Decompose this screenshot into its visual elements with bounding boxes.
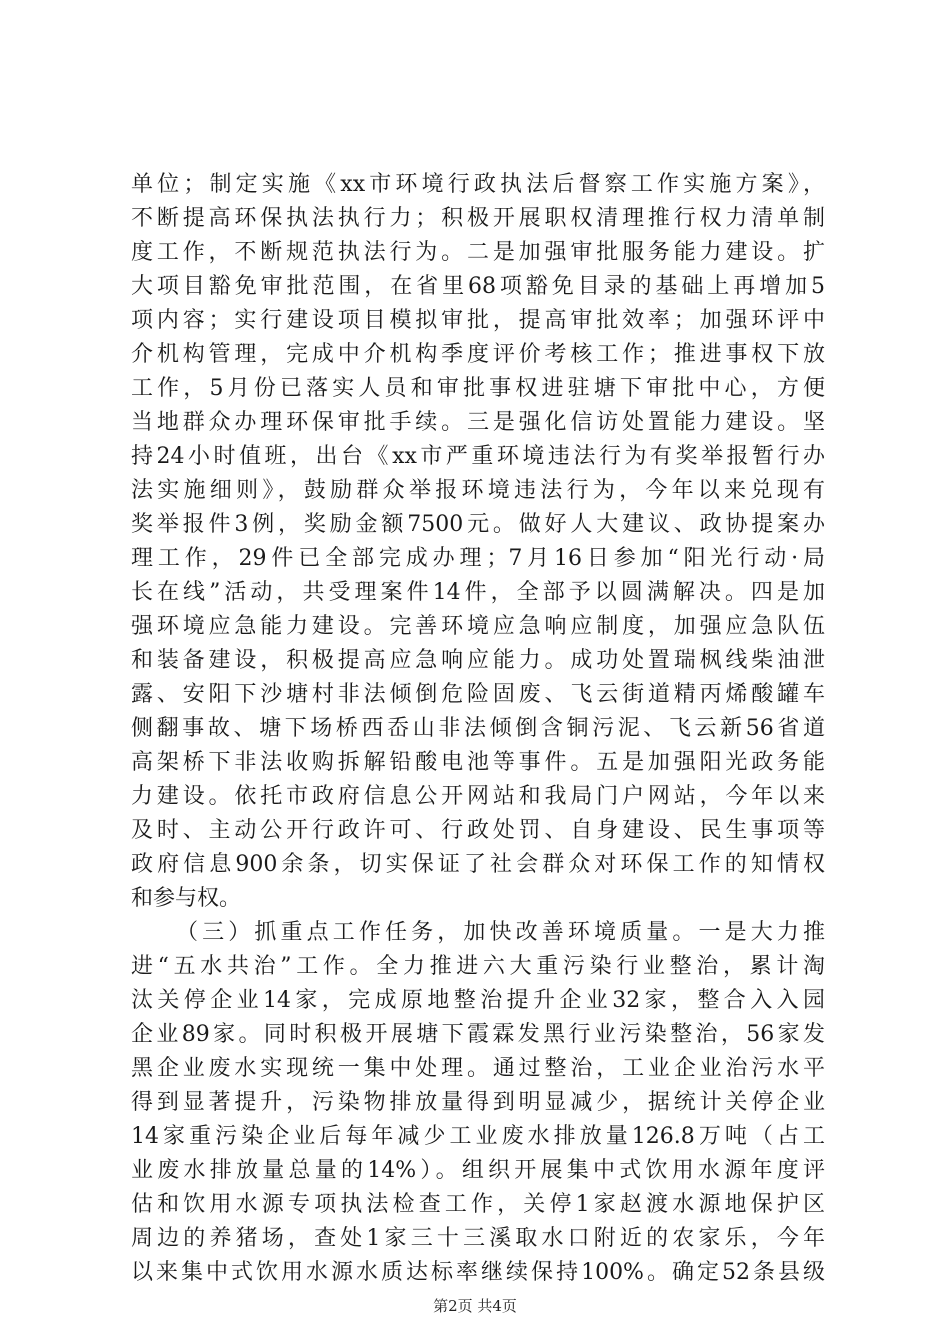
- text-line: 黑企业废水实现统一集中处理。通过整治，工业企业治污水平: [131, 1056, 825, 1081]
- text-line: 进“五水共治”工作。全力推进六大重污染行业整治，累计淘: [131, 954, 825, 979]
- paragraph-start-line: （三）抓重点工作任务，加快改善环境质量。一是大力推: [176, 920, 825, 945]
- text-line: 强环境应急能力建设。完善环境应急响应制度，加强应急队伍: [131, 614, 825, 639]
- text-line: 汰关停企业14家，完成原地整治提升企业32家，整合入入园: [131, 988, 825, 1013]
- text-line: 及时、主动公开行政许可、行政处罚、自身建设、民生事项等: [131, 818, 825, 843]
- text-line: 奖举报件3例，奖励金额7500元。做好人大建议、政协提案办: [131, 512, 825, 537]
- text-line: 估和饮用水源专项执法检查工作，关停1家赵渡水源地保护区: [131, 1192, 825, 1217]
- text-line: 和装备建设，积极提高应急响应能力。成功处置瑞枫线柴油泄: [131, 648, 825, 673]
- text-line: 持24小时值班，出台《xx市严重环境违法行为有奖举报暂行办: [131, 444, 825, 469]
- text-line: 14家重污染企业后每年减少工业废水排放量126.8万吨（占工: [131, 1124, 825, 1149]
- text-line: 得到显著提升，污染物排放量得到明显减少，据统计关停企业: [131, 1090, 825, 1115]
- text-line: 项内容；实行建设项目模拟审批，提高审批效率；加强环评中: [131, 308, 825, 333]
- text-line: 和参与权。: [131, 886, 242, 911]
- text-line: 周边的养猪场，查处1家三十三溪取水口附近的农家乐，今年: [131, 1226, 825, 1251]
- text-line: 以来集中式饮用水源水质达标率继续保持100%。确定52条县级: [131, 1260, 825, 1285]
- text-line: 高架桥下非法收购拆解铅酸电池等事件。五是加强阳光政务能: [131, 750, 825, 775]
- text-line: 法实施细则》，鼓励群众举报环境违法行为，今年以来兑现有: [131, 478, 825, 503]
- text-line: 理工作，29件已全部完成办理；7月16日参加“阳光行动·局: [131, 546, 825, 571]
- text-line: 侧翻事故、塘下场桥西岙山非法倾倒含铜污泥、飞云新56省道: [131, 716, 825, 741]
- text-line: 政府信息900余条，切实保证了社会群众对环保工作的知情权: [131, 852, 825, 877]
- text-line: 不断提高环保执法执行力；积极开展职权清理推行权力清单制: [131, 206, 825, 231]
- text-line: 单位；制定实施《xx市环境行政执法后督察工作实施方案》，: [131, 172, 825, 197]
- text-line: 大项目豁免审批范围，在省里68项豁免目录的基础上再增加5: [131, 274, 825, 299]
- text-line: 露、安阳下沙塘村非法倾倒危险固废、飞云街道精丙烯酸罐车: [131, 682, 825, 707]
- text-line: 介机构管理，完成中介机构季度评价考核工作；推进事权下放: [131, 342, 825, 367]
- text-line: 业废水排放量总量的14%）。组织开展集中式饮用水源年度评: [131, 1158, 825, 1183]
- page-footer: 第2页 共4页: [433, 1297, 517, 1315]
- text-line: 长在线”活动，共受理案件14件，全部予以圆满解决。四是加: [131, 580, 825, 605]
- text-line: 当地群众办理环保审批手续。三是强化信访处置能力建设。坚: [131, 410, 825, 435]
- text-line: 度工作，不断规范执法行为。二是加强审批服务能力建设。扩: [131, 240, 825, 265]
- text-line: 力建设。依托市政府信息公开网站和我局门户网站，今年以来: [131, 784, 825, 809]
- text-line: 企业89家。同时积极开展塘下霞霖发黑行业污染整治，56家发: [131, 1022, 825, 1047]
- text-line: 工作，5月份已落实人员和审批事权进驻塘下审批中心，方便: [131, 376, 825, 401]
- body-text: [131, 168, 825, 1290]
